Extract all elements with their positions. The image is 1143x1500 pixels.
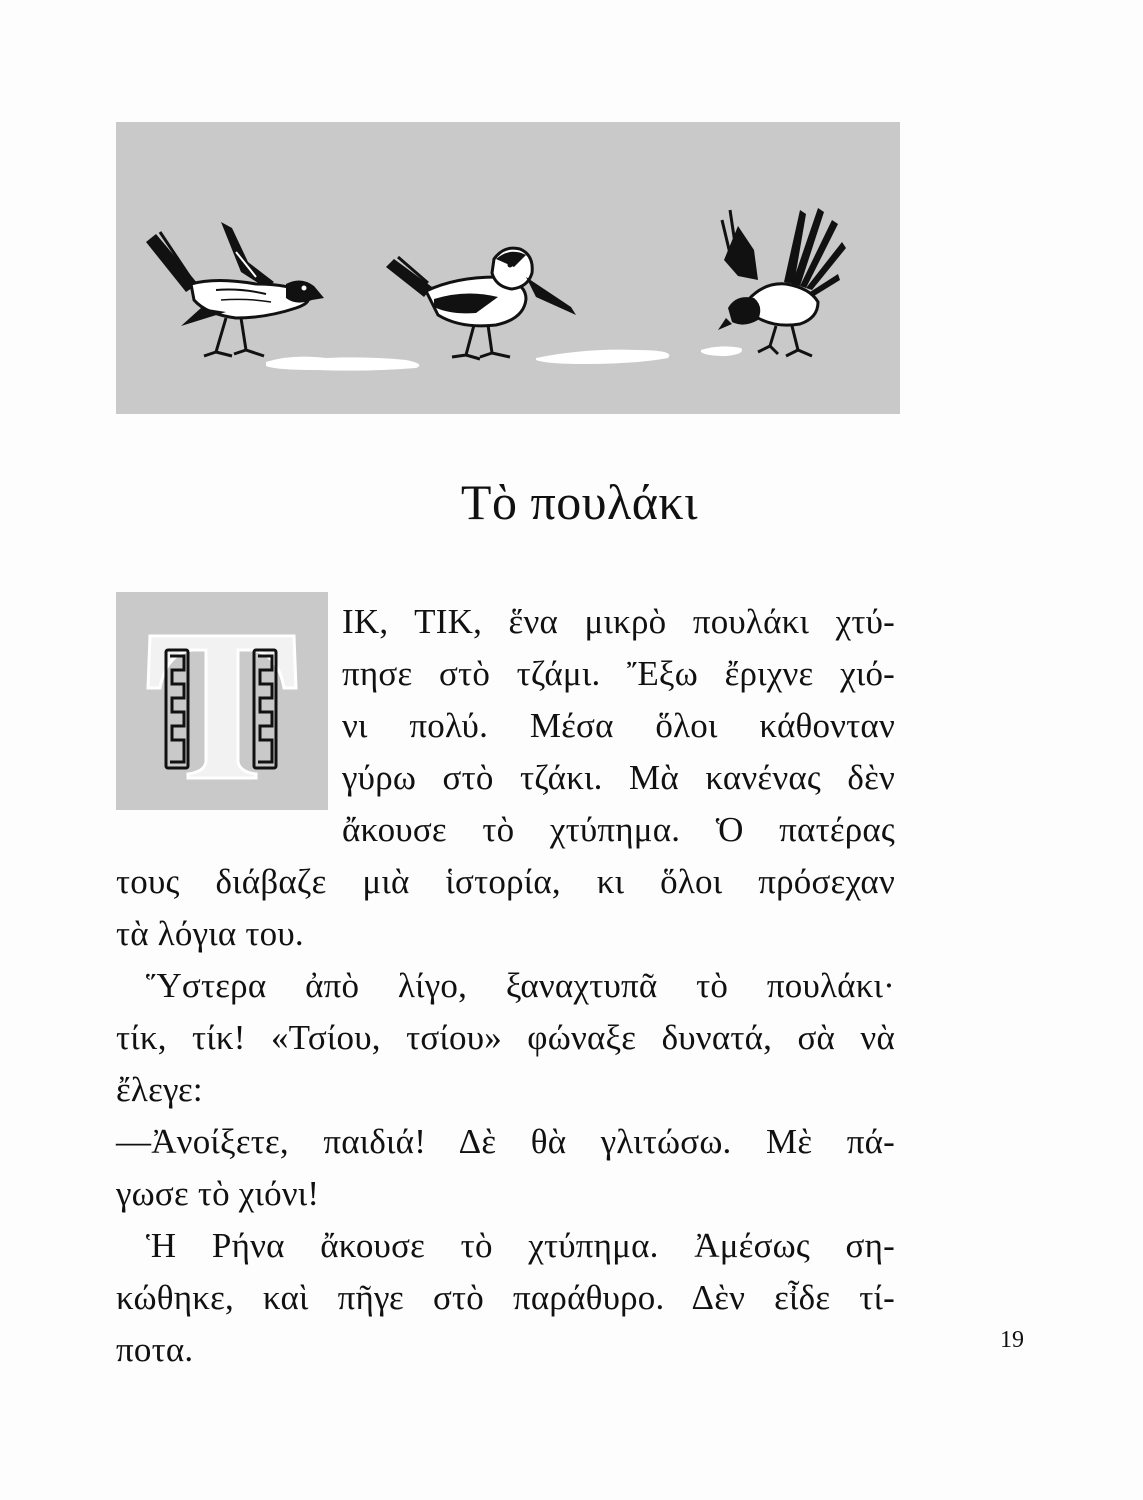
text-line-2: πησε στὸ τζάμι. Ἔξω ἔριχνε χιό- [342,654,895,693]
text-line-8: Ὕστερα ἀπὸ λίγο, ξαναχτυπᾶ τὸ πουλάκι· [146,966,895,1005]
sparrow-middle-icon [386,248,576,359]
snow-patch-right [701,346,742,356]
sparrows-in-snow-illustration [116,122,900,414]
illustration-banner [116,122,900,414]
snow-patch-middle [536,350,669,364]
text-line-11: —Ἀνοίξετε, παιδιά! Δὲ θὰ γλιτώσω. Μὲ πά- [116,1122,895,1161]
chapter-title: Τὸ πουλάκι [460,474,699,530]
text-line-3: νι πολύ. Μέσα ὅλοι κάθονταν [342,706,895,745]
text-line-4: γύρω στὸ τζάκι. Μὰ κανένας δὲν [342,758,895,797]
drop-cap-letter-t-icon [116,592,328,810]
text-line-1: ΙΚ, ΤΙΚ, ἕνα μικρὸ πουλάκι χτύ- [342,602,895,641]
snow-patch-left [266,357,419,371]
sparrow-left-icon [146,222,324,356]
text-line-5: ἄκουσε τὸ χτύπημα. Ὁ πατέρας [342,810,895,849]
sparrow-right-icon [718,208,846,356]
text-line-7: τὰ λόγια του. [116,914,304,953]
text-line-12: γωσε τὸ χιόνι! [116,1174,320,1213]
text-line-10: ἔλεγε: [116,1070,203,1109]
page-number: 19 [1000,1327,1024,1353]
drop-cap [116,592,328,810]
text-line-15: ποτα. [116,1330,194,1369]
text-line-6: τους διάβαζε μιὰ ἱστορία, κι ὅλοι πρόσεχαν [116,862,895,901]
text-line-9: τίκ, τίκ! «Τσίου, τσίου» φώναξε δυνατά, σὰ νὰ [116,1018,895,1057]
text-line-14: κώθηκε, καὶ πῆγε στὸ παράθυρο. Δὲν εἶδε τί- [116,1278,895,1317]
text-line-13: Ἡ Ρήνα ἄκουσε τὸ χτύπημα. Ἀμέσως ση- [146,1226,895,1265]
